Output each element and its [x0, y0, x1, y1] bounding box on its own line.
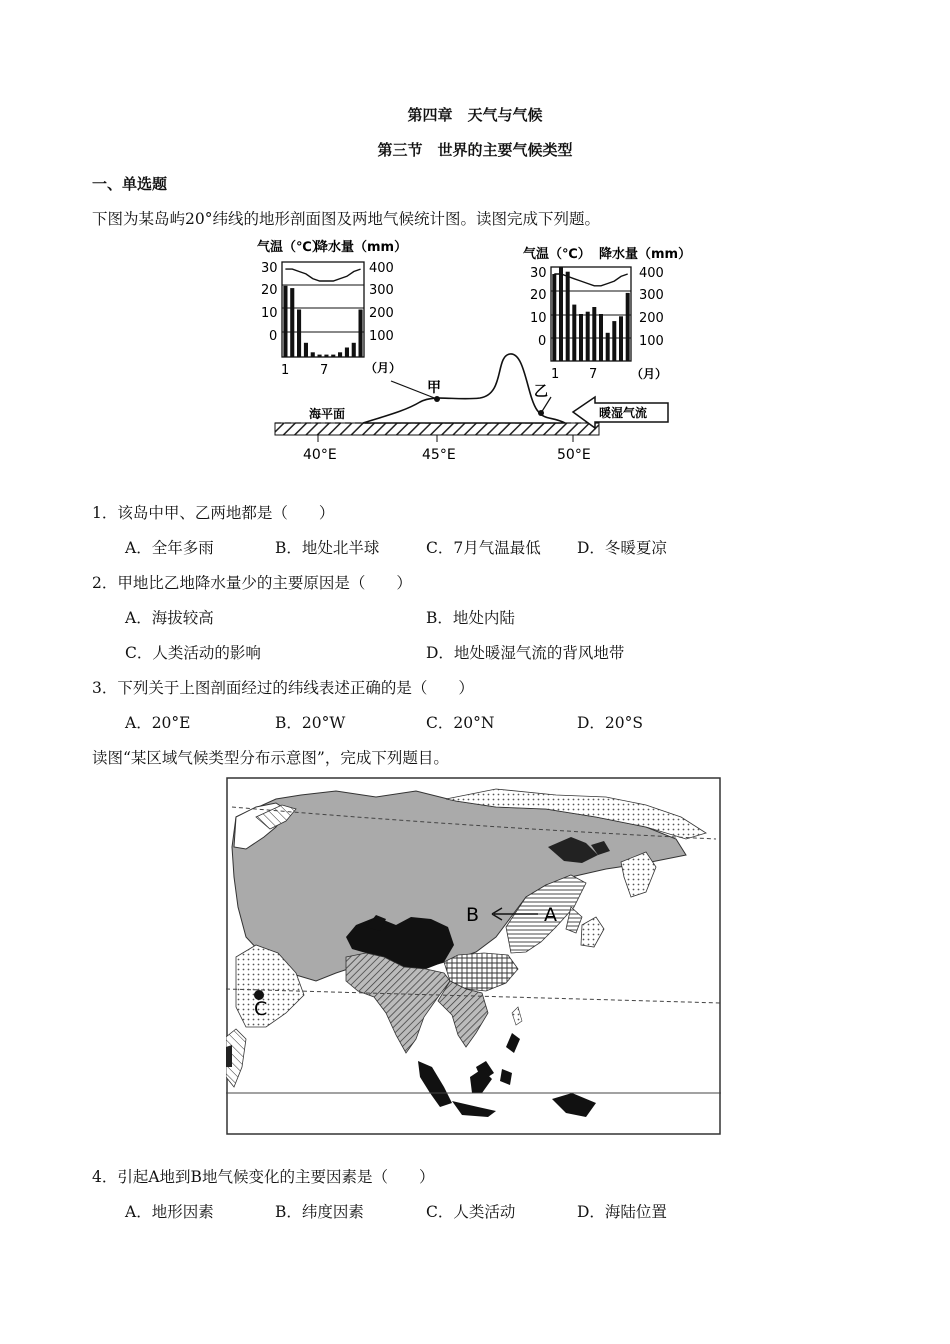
left-precip-bar: [345, 348, 349, 358]
left-precip-bar: [304, 343, 308, 357]
left-month-tick: 7: [320, 363, 329, 378]
left-temp-tick: 0: [269, 329, 278, 344]
right-temp-tick: 0: [538, 334, 547, 349]
airflow-label: 暖湿气流: [599, 406, 648, 420]
right-climate-chart: [523, 246, 691, 382]
right-precip-bar: [619, 316, 623, 361]
right-precip-bar: [572, 305, 576, 361]
intro-text-2: 读图“某区域气候类型分布示意图”，完成下列题目。: [92, 749, 449, 767]
part-heading: 一、单选题: [92, 175, 168, 193]
q1-option-d[interactable]: D．冬暖夏凉: [577, 539, 667, 557]
left-precip-tick: 100: [369, 329, 394, 344]
right-month-tick: 1: [551, 367, 560, 382]
right-precip-tick: 200: [639, 311, 664, 326]
q2-option-b[interactable]: B．地处内陆: [426, 609, 515, 627]
right-precip-bar: [566, 272, 570, 361]
right-temp-tick: 10: [530, 311, 547, 326]
left-precip-bar: [359, 310, 363, 358]
left-temp-tick: 20: [261, 283, 278, 298]
left-precip-tick: 300: [369, 283, 394, 298]
right-precip-bar: [552, 274, 556, 361]
question-1-stem: 1．该岛中甲、乙两地都是（ ）: [92, 504, 335, 522]
left-precip-bar: [352, 343, 356, 357]
lon-tick: 50°E: [557, 447, 591, 463]
label-yi: 乙: [534, 384, 548, 400]
left-precip-bar: [338, 352, 342, 357]
sea-level-label: 海平面: [309, 407, 346, 421]
q4-option-d[interactable]: D．海陆位置: [577, 1203, 667, 1221]
q3-option-b[interactable]: B．20°W: [275, 714, 346, 732]
q2-option-d[interactable]: D．地处暖湿气流的背风地带: [426, 644, 625, 662]
left-precip-bar: [324, 355, 328, 357]
left-climate-chart: [257, 239, 407, 378]
q3-option-c[interactable]: C．20°N: [426, 714, 495, 732]
question-2-stem: 2．甲地比乙地降水量少的主要原因是（ ）: [92, 574, 412, 592]
left-month-tick: 1: [281, 363, 290, 378]
lon-tick: 45°E: [422, 447, 456, 463]
left-temp-label: 气温（℃）: [257, 240, 325, 255]
left-precip-tick: 400: [369, 261, 394, 276]
question-3-stem: 3．下列关于上图剖面经过的纬线表述正确的是（ ）: [92, 679, 474, 697]
left-precip-label: 降水量（mm）: [315, 240, 408, 255]
right-precip-bar: [626, 293, 630, 361]
section-title: 第三节 世界的主要气候类型: [377, 141, 573, 159]
q3-option-d[interactable]: D．20°S: [577, 714, 644, 732]
left-precip-bar: [283, 286, 287, 357]
q1-option-a[interactable]: A．全年多雨: [125, 539, 214, 557]
climate-map: [226, 777, 721, 1135]
right-month-tick: 7: [589, 367, 598, 382]
right-temp-tick: 20: [530, 288, 547, 303]
right-precip-bar: [559, 267, 563, 361]
q1-option-c[interactable]: C．7月气温最低: [426, 539, 541, 557]
right-precip-tick: 100: [639, 334, 664, 349]
left-precip-bar: [331, 355, 335, 357]
q2-option-c[interactable]: C．人类活动的影响: [125, 644, 261, 662]
left-temp-tick: 30: [261, 261, 278, 276]
q4-option-a[interactable]: A．地形因素: [125, 1203, 214, 1221]
left-precip-bar: [311, 352, 315, 357]
right-precip-bar: [612, 321, 616, 361]
intro-text-1: 下图为某岛屿20°纬线的地形剖面图及两地气候统计图。读图完成下列题。: [92, 210, 600, 228]
right-precip-tick: 400: [639, 266, 664, 281]
left-precip-bar: [297, 310, 301, 358]
label-c: C: [254, 998, 268, 1020]
left-precip-bar: [318, 355, 322, 357]
right-precip-bar: [606, 333, 610, 361]
q1-option-b[interactable]: B．地处北半球: [275, 539, 380, 557]
right-temp-label: 气温（℃）: [523, 247, 591, 262]
right-precip-bar: [586, 312, 590, 361]
label-a: A: [544, 904, 557, 926]
chapter-title: 第四章 天气与气候: [407, 106, 543, 124]
right-precip-bar: [599, 314, 603, 361]
right-precip-label: 降水量（mm）: [599, 247, 692, 262]
right-month-unit: （月）: [631, 367, 668, 381]
left-temp-tick: 10: [261, 306, 278, 321]
q2-option-a[interactable]: A．海拔较高: [125, 609, 214, 627]
left-precip-tick: 200: [369, 306, 394, 321]
lon-tick: 40°E: [303, 447, 337, 463]
left-month-unit: （月）: [365, 361, 402, 375]
profile-figure: [255, 236, 705, 468]
right-precip-tick: 300: [639, 288, 664, 303]
label-b: B: [466, 904, 480, 926]
right-precip-bar: [579, 314, 583, 361]
q4-option-c[interactable]: C．人类活动: [426, 1203, 516, 1221]
right-temp-tick: 30: [530, 266, 547, 281]
q4-option-b[interactable]: B．纬度因素: [275, 1203, 364, 1221]
right-precip-bar: [592, 307, 596, 361]
question-4-stem: 4．引起A地到B地气候变化的主要因素是（ ）: [92, 1168, 435, 1186]
label-jia: 甲: [427, 380, 441, 396]
terrain-profile: [275, 354, 668, 463]
q3-option-a[interactable]: A．20°E: [125, 714, 191, 732]
left-precip-bar: [290, 288, 294, 357]
